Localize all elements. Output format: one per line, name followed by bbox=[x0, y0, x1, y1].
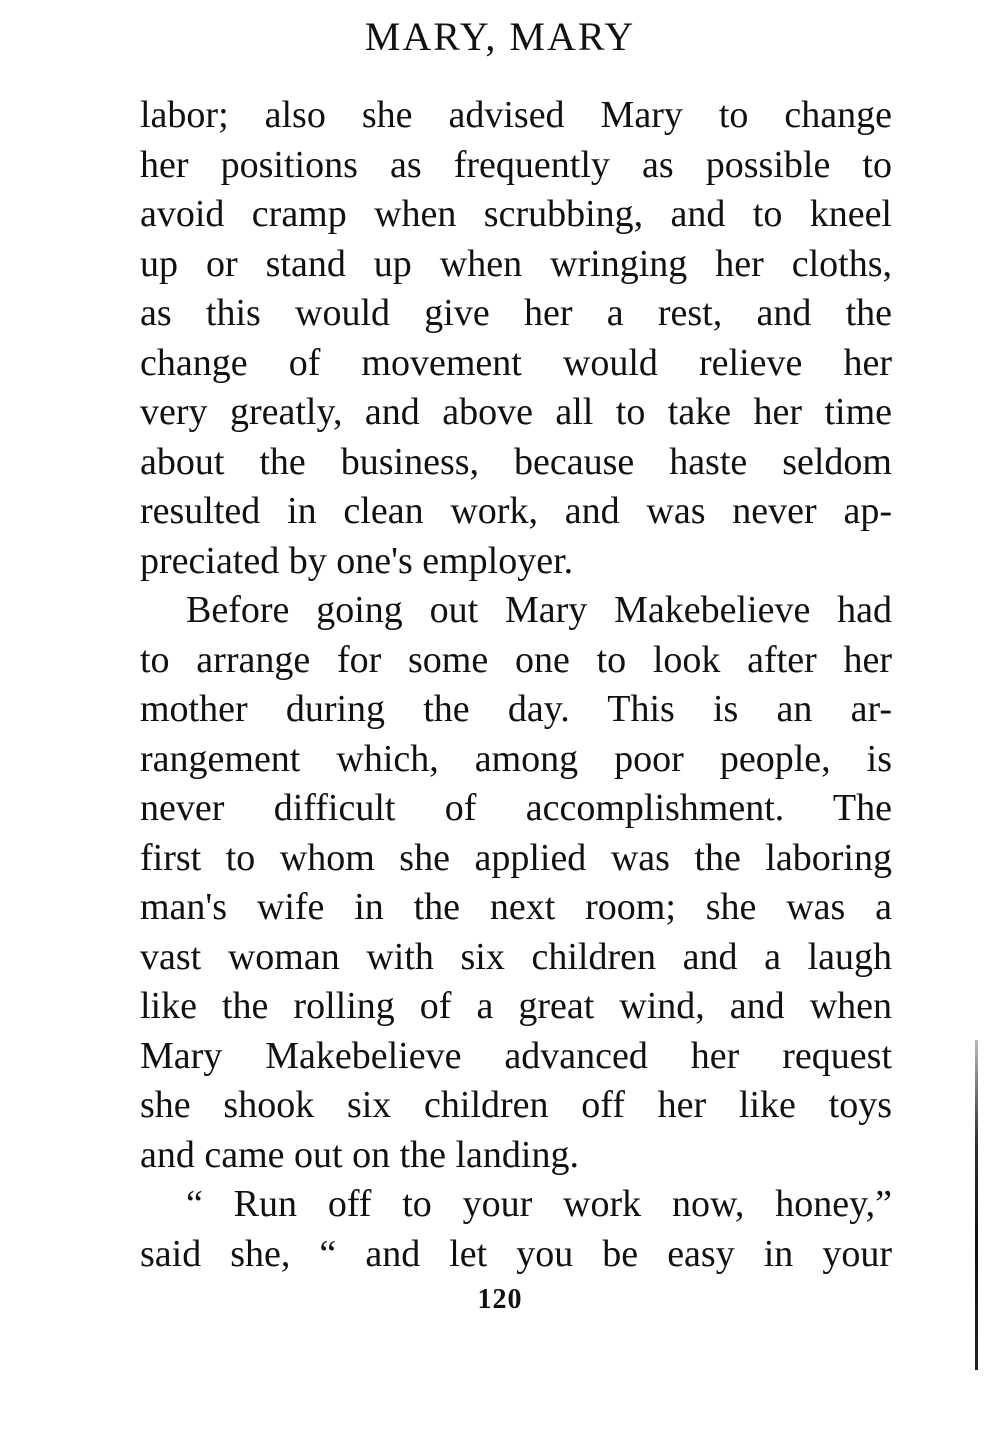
text-line: about the business, because haste seldom bbox=[140, 440, 892, 483]
running-head: MARY, MARY bbox=[364, 14, 636, 59]
text-line: change of movement would relieve her bbox=[140, 341, 892, 384]
text-line: never difficult of accomplishment. The bbox=[140, 787, 892, 829]
text-line: mother during the day. This is an ar- bbox=[140, 688, 892, 730]
text-line: like the rolling of a great wind, and when bbox=[140, 985, 892, 1027]
text-line: to arrange for some one to look after her bbox=[140, 638, 892, 681]
text-line: labor; also she advised Mary to change bbox=[140, 94, 892, 136]
text-line: resulted in clean work, and was never ap- bbox=[140, 490, 892, 532]
text-line: Before going out Mary Makebelieve had bbox=[186, 589, 892, 631]
text-line: “ Run off to your work now, honey,” bbox=[186, 1183, 892, 1225]
text-line: very greatly, and above all to take her time bbox=[140, 391, 892, 433]
text-line: preciated by one's employer. bbox=[140, 539, 574, 582]
page-number: 120 bbox=[477, 1284, 523, 1315]
text-line: and came out on the landing. bbox=[140, 1133, 579, 1176]
text-line: her positions as frequently as possible to bbox=[140, 143, 892, 186]
text-line: said she, “ and let you be easy in your bbox=[140, 1232, 892, 1275]
text-line: man's wife in the next room; she was a bbox=[140, 886, 892, 928]
text-line: avoid cramp when scrubbing, and to kneel bbox=[140, 193, 892, 235]
text-line: vast woman with six children and a laugh bbox=[140, 935, 892, 978]
page-edge-shadow bbox=[975, 1040, 978, 1370]
text-line: rangement which, among poor people, is bbox=[140, 737, 892, 780]
text-line: Mary Makebelieve advanced her request bbox=[140, 1034, 892, 1077]
text-line: she shook six children off her like toys bbox=[140, 1084, 892, 1126]
body-text bbox=[140, 91, 892, 1279]
text-line: first to whom she applied was the laboring bbox=[140, 836, 892, 879]
text-line: as this would give her a rest, and the bbox=[140, 292, 892, 334]
text-line: up or stand up when wringing her cloths, bbox=[140, 242, 892, 285]
